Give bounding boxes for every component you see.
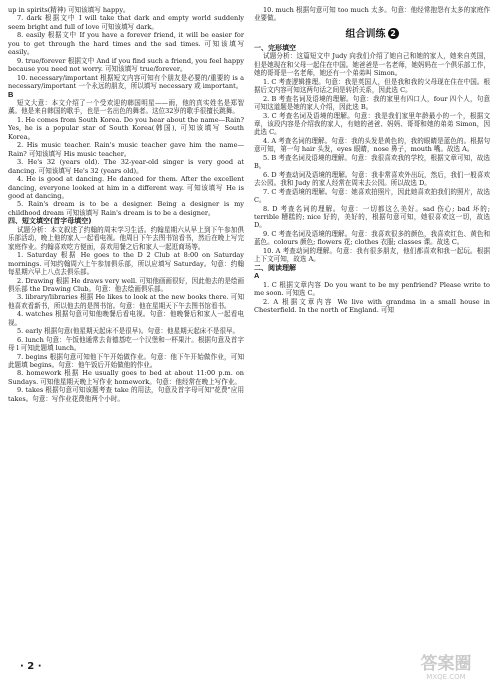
left-answer-paragraph: 9. takes 根据句意可知该题考查 take 的用法，句意及首字母可知"花费"应用 takes。句意：写作业花费他两个小时。 [8, 386, 244, 403]
group-number-badge: 2 [388, 28, 399, 39]
group-training-title [254, 28, 490, 41]
left-answer-paragraph: 2. Drawing 根据 He draws very well. 可知他画画很好，因此他去的是绘画俱乐部 the Drawing Club。句意：他去绘画俱乐部。 [8, 276, 244, 293]
right-answer-paragraph: 10. much 根据句意可知 too much 太多。句意：他经常抱怨有太多的家庭作业要做。 [254, 6, 490, 23]
right-answer-paragraph: 试题分析：这篇短文中 Judy 向我们介绍了她自己和她的家人，她来自英国，但是她现在和父母一起住在中国。她爸爸是一名老师，她妈妈在一个俱乐部工作，她的哥哥是一名老师，她还有一个弟弟叫 Simon。 [254, 52, 490, 78]
left-answer-paragraph: 8. homework 根据 He usually goes to bed at about 11:00 p.m. on Sundays. 可知他星期天晚上写作业 homework。句意：他经常在晚上写作业。 [8, 369, 244, 386]
right-answer-paragraph: 2. B 考查名词及语境的理解。句意：我的家里有四口人，four 四个人，句意可知这道题是她的家人介绍，因此选 B。 [254, 94, 490, 112]
left-answer-paragraph: 6. lunch 句意：午饭他通常去肯德基吃一个汉堡和一杯果汁。根据句意及首字母 l 可知此题填 lunch。 [8, 335, 244, 353]
left-answer-paragraph: 短文大意：本文介绍了一个受欢迎的韩国明星——雨，他的真实姓名是郑智薰。他是来自韩国的歌手，也是一名出色的舞者。这位32岁的歌手很擅长跳舞。 [8, 98, 244, 116]
left-column [8, 6, 244, 652]
right-answer-paragraph: A [254, 271, 260, 281]
right-column [254, 6, 490, 652]
left-answer-paragraph: 8. easily 根据文中 If you have a forever friend, it will be easier for you to get through the hard times and the sad times. 可知该填写 easily。 [8, 31, 244, 57]
left-answer-paragraph: 7. dark 根据文中 I will take that dark and empty world suddenly seem bright and full of love 可知该填写 dark。 [8, 14, 244, 31]
right-answer-paragraph: 2. A 根据文章内容 We live with grandma in a small house in Chesterfield. In the north of England. 可知 [254, 297, 490, 314]
right-answer-paragraph: 3. C 考查名词及语境的理解。句意：我是我们家里年龄最小的一个，根据文章，该段内容是介绍我的家人，有她的爸爸、妈妈、哥哥和她的弟弟 Simon，因此选 C。 [254, 111, 490, 137]
left-answer-paragraph: 10. necessary/important 根据短文内容可知有个朋友是必要的/重要的 is a necessary/important 一个永远的朋友，所以填写 necessary 或 important。 [8, 73, 244, 91]
right-answer-paragraph: 1. C 考查逻辑推理。句意：我是英国人，但是我和我的父母现在住在中国。根据后文内容可知这两句话之间是转折关系，因此选 C。 [254, 77, 490, 95]
left-answer-paragraph: 3. He's 32 (years old). The 32-year-old singer is very good at dancing. 可知该填写 He's 32 (years old)。 [8, 158, 244, 175]
right-answer-paragraph: 6. D 考查动词及语境的理解。句意：我非常喜欢外出玩，然后，我们一般喜欢去公园。我和 Judy 的家人经常在周末去公园。所以故选 D。 [254, 170, 490, 188]
right-answer-paragraph: 8. D 考查名词的理解。句意：一切都这么美好。sad 伤心; bad 坏的; terrible 糟糕的; nice 好的，美好的，根据句意可知，她很喜欢这一切，故选 D。 [254, 204, 490, 230]
left-answer-paragraph: 1. Saturday 根据 He goes to the D 2 Club at 8:00 on Saturday mornings. 可知约翰周六上午参加俱乐部，所以应填写 Saturday。句意：约翰每星期六早上八点去俱乐部。 [8, 251, 244, 277]
footer [8, 655, 492, 683]
right-answer-paragraph: 二、阅读理解 [254, 263, 296, 272]
left-answer-paragraph: 5. Rain's dream is to be a designer. Being a designer is my childhood dream 可知该填写 Rain's dream is to be a designer。 [8, 200, 244, 217]
right-answer-paragraph: 10. A 考查动词的理解。句意：我有很多朋友，他们都喜欢和我一起玩。根据上下文可知，故选 A。 [254, 246, 490, 264]
left-answer-paragraph: up in spirits(精神) 可知该填写 happy。 [8, 6, 130, 14]
group-title-text: 组合训练 [345, 28, 386, 40]
watermark-text: 答案圈 [420, 654, 472, 674]
left-answer-paragraph: 试题分析：本文叙述了约翰的周末学习生活。约翰星期六从早上到下午参加俱乐部活动，晚上他的家人一起看电视。他周日下午去图书馆看书，然后在晚上写完家庭作业。约翰喜欢吃方便面，喜欢用餐之后和家人一起逛商场等。 [8, 225, 244, 251]
right-answer-paragraph: 7. C 考查语境的理解。句意：她喜欢拍照片，因此她喜欢拍我们的照片，故选 C。 [254, 187, 490, 205]
right-answer-paragraph: 5. B 考查名词及语境的理解。句意：我很喜欢我的学校，根据文章可知，故选 B。 [254, 153, 490, 171]
left-answer-paragraph: 3. library/libraries 根据 He likes to look at the new books there. 可知他喜欢看新书，所以他去的是图书馆。句意：他在星期天下午去图书馆看书。 [8, 293, 244, 310]
right-answer-paragraph: 4. A 考查名词的理解。句意：我的头发是黄色的，我的眼睛是蓝色的。根据句意可知，第一句 hair 头发，eyes 眼睛，nose 鼻子，mouth 嘴。故选 A。 [254, 136, 490, 154]
left-answer-paragraph: 1. He comes from South Korea. Do you hear about the name—Rain? Yes, he is a popular star of South Korea(韩国), 可知该填写 South Korea。 [8, 115, 244, 141]
left-answer-paragraph: 7. begins 根据句意可知他下午开始做作业。句意：他下午开始做作业，可知此题填 begins。句意：他午饭后开始做他的作业。 [8, 352, 244, 370]
left-answer-paragraph: 4. watches 根据句意可知他晚餐后看电视。句意：他晚餐后和家人一起看电视。 [8, 310, 244, 327]
watermark-logo [400, 649, 492, 683]
left-answer-paragraph: 9. true/forever 根据文中 And if you find such a friend, you feel happy because you need not worry. 可知该填写 true/forever。 [8, 56, 244, 74]
right-answer-paragraph: 1. C 根据文章内容 Do you want to be my penfriend? Please write to me soon. 可知选 C。 [254, 280, 490, 298]
left-answer-paragraph: B [8, 89, 14, 99]
page-number: · 2 · [20, 661, 42, 672]
left-answer-paragraph: 4. He is good at dancing. He danced for them. After the excellent dancing, everyone looked at him in a different way. 可知该填写 He is good at dancing。 [8, 175, 244, 200]
left-answer-paragraph: 5. early 根据句意(他星期天起床不是很早)。句意：他星期天起床不是很早。 [17, 327, 240, 336]
watermark-subtext: MXQE.COM [426, 673, 466, 681]
left-answer-paragraph: 2. His music teacher. Rain's music teacher gave him the name—Rain? 可知该填写 His music teacher。 [8, 141, 244, 158]
right-answer-paragraph: 9. C 考查名词及语境的理解。句意：我喜欢很多的颜色，我喜欢红色、黄色和蓝色。colours 颜色; flowers 花; clothes 衣服; classes 课。故选 C。 [254, 229, 490, 247]
left-answer-paragraph: 四、短文填空(首字母填空) [8, 217, 92, 226]
right-answer-paragraph: 一、完形填空 [254, 43, 296, 52]
two-column-body [8, 6, 492, 652]
